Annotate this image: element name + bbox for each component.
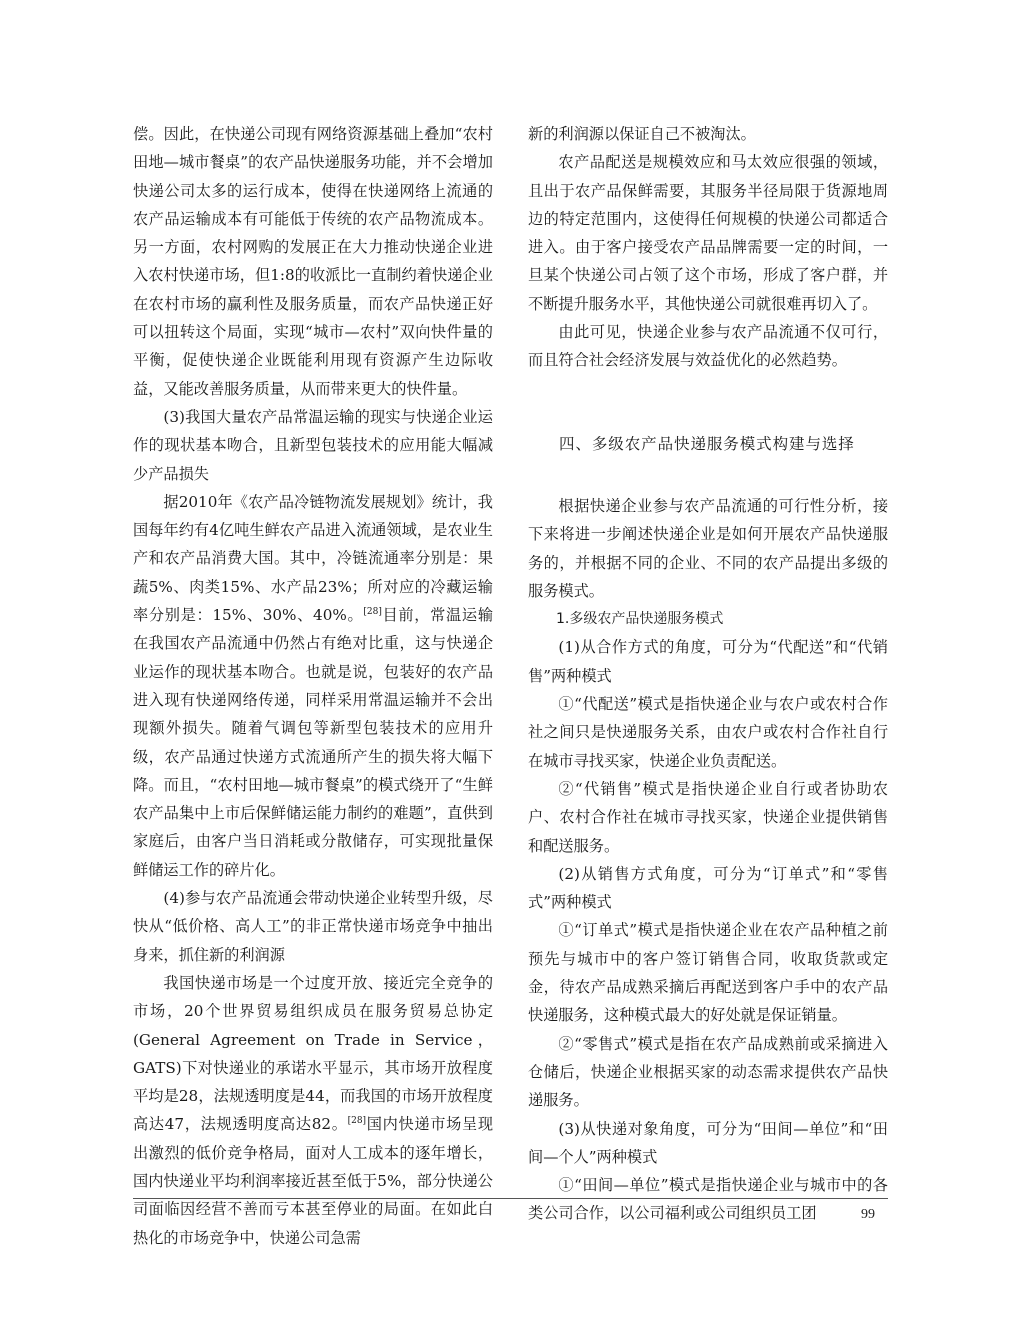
section-item-4: (4)参与农产品流通会带动快递企业转型升级，尽快从“低价格、高人工”的非正常快递市场竞争中抽出身来，抓住新的利润源: [133, 889, 493, 964]
paragraph: ①“田间—单位”模式是指快递企业与城市中的各类公司合作，以公司福利或公司组织员工团: [528, 1176, 888, 1223]
paragraph: 偿。因此，在快递公司现有网络资源基础上叠加“农村田地—城市餐桌”的农产品快递服务功能，并不会增加快递公司太多的运行成本，使得在快递网络上流通的农产品运输成本有可能低于传统的农产品物流成本。另一方面，农村网购的发展正在大力推动快递企业进入农村快递市场，但1:8的收派比一直制约着快递企业在农村市场的赢利性及服务质量，而农产品快递正好可以扭转这个局面，实现“城市—农村”双向快件量的平衡，促使快递企业既能利用现有资源产生边际收益，又能改善服务质量，从而带来更大的快件量。: [133, 125, 493, 398]
paragraph-text: 目前，常温运输在我国农产品流通中仍然占有绝对比重，这与快递企业运作的现状基本吻合。也就是说，包装好的农产品进入现有快递网络传递，同样采用常温运输并不会出现额外损失。随着气调包等新型包装技术的应用升级，农产品通过快递方式流通所产生的损失将大幅下降。而且，“农村田地—城市餐桌”的模式绕开了“生鲜农产品集中上市后保鲜储运能力制约的难题”，直供到家庭后，由客户当日消耗或分散储存，可实现批量保鲜储运工作的碎片化。: [133, 606, 494, 879]
paragraph: [133, 488, 493, 884]
paragraph: ①“代配送”模式是指快递企业与农户或农村合作社之间只是快递服务关系，由农户或农村合作社自行在城市寻找买家，快递企业负责配送。: [528, 695, 888, 770]
right-column: [528, 120, 888, 1228]
paragraph: ①“订单式”模式是指快递企业在农产品种植之前预先与城市中的客户签订销售合同，收取货款或定金，待农产品成熟采摘后再配送到客户手中的农产品快递服务，这种模式最大的好处就是保证销量。: [528, 921, 888, 1025]
section-heading: 四、多级农产品快递服务模式构建与选择: [559, 434, 855, 453]
paragraph: ②“零售式”模式是指在农产品成熟前或采摘进入仓储后，快递企业根据买家的动态需求提供农产品快递服务。: [528, 1034, 888, 1110]
paragraph: (3)从快递对象角度，可分为“田间—单位”和“田间—个人”两种模式: [528, 1119, 888, 1166]
paragraph: (1)从合作方式的角度，可分为“代配送”和“代销售”两种模式: [528, 638, 888, 685]
citation-ref: [28]: [363, 606, 382, 617]
paragraph: [133, 969, 493, 1252]
paragraph-text: 国内快递市场呈现出激烈的低价竞争格局，面对人工成本的逐年增长，国内快递业平均利润率接近甚至低于5%，部分快递公司面临因经营不善而亏本甚至停业的局面。在如此白热化的市场竞争中，快递公司急需: [133, 1115, 494, 1247]
paragraph-text: 我国快递市场是一个过度开放、接近完全竞争的市场，20个世界贸易组织成员在服务贸易总协定(General Agreement on Trade in Service，GATS)下对快递业的承诺水平显示，其市场开放程度平均是28，法规透明度是44，而我国的市场开放程度高达47，法规透明度高达82。: [133, 973, 493, 1134]
section-item-3: (3)我国大量农产品常温运输的现实与快递企业运作的现状基本吻合，且新型包装技术的应用能大幅减少产品损失: [133, 407, 493, 483]
citation-ref: [28]: [347, 1116, 367, 1127]
paragraph-text: 据2010年《农产品冷链物流发展规划》统计，我国每年约有4亿吨生鲜农产品进入流通领域，是农业生产和农产品消费大国。其中，冷链流通率分别是：果蔬5%、肉类15%、水产品23%；所对应的冷藏运输率分别是：15%、30%、40%。: [133, 492, 493, 625]
paragraph: 农产品配送是规模效应和马太效应很强的领域，且出于农产品保鲜需要，其服务半径局限于货源地周边的特定范围内，这使得任何规模的快递公司都适合进入。由于客户接受农产品品牌需要一定的时间，一旦某个快递公司占领了这个市场，形成了客户群，并不断提升服务水平，其他快递公司就很难再切入了。: [528, 153, 888, 313]
paragraph: 由此可见，快递企业参与农产品流通不仅可行，而且符合社会经济发展与效益优化的必然趋势。: [528, 323, 888, 370]
left-column: [133, 120, 493, 1252]
paragraph: 根据快递企业参与农产品流通的可行性分析，接下来将进一步阐述快递企业是如何开展农产品快递服务的，并根据不同的企业、不同的农产品提出多级的服务模式。: [528, 496, 888, 600]
subsection-heading: 1.多级农产品快递服务模式: [556, 611, 724, 628]
page-number: 99: [861, 1207, 875, 1222]
paragraph: (2)从销售方式角度，可分为“订单式”和“零售式”两种模式: [528, 864, 888, 912]
paragraph: 新的利润源以保证自己不被淘汰。: [528, 125, 756, 143]
footer-rule: [133, 1198, 888, 1199]
paragraph: ②“代销售”模式是指快递企业自行或者协助农户、农村合作社在城市寻找买家，快递企业提供销售和配送服务。: [528, 779, 888, 855]
